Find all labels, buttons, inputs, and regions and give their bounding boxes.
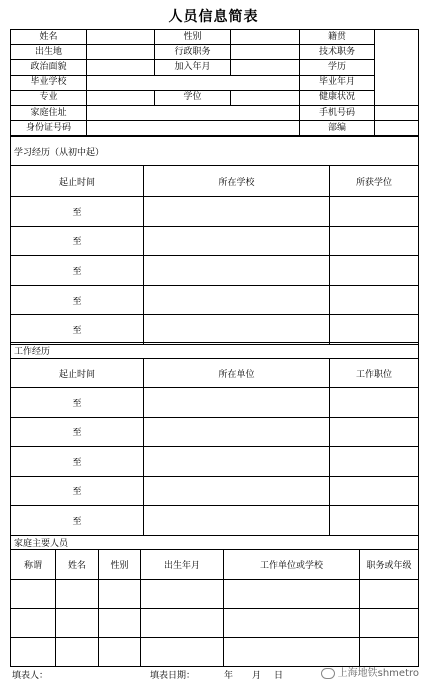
label-address: 家庭住址 [11,105,87,120]
work-col-unit: 所在单位 [144,359,330,388]
work-row-period[interactable]: 至 [11,388,144,418]
family-cell[interactable] [360,609,419,638]
study-col-school: 所在学校 [144,166,330,197]
work-row-period[interactable]: 至 [11,417,144,447]
form-title: 人员信息简表 [168,9,259,25]
field-grad-school[interactable] [87,75,300,90]
family-cell[interactable] [99,580,141,609]
family-row [11,609,419,638]
study-row-period[interactable]: 至 [11,226,144,256]
field-gender[interactable] [231,30,300,45]
year-label: 年 [224,671,234,681]
day-label: 日 [274,671,284,681]
study-row-degree[interactable] [330,197,419,227]
label-mobile: 手机号码 [300,105,375,120]
label-birthplace: 出生地 [11,45,87,60]
field-degree[interactable] [231,90,300,105]
label-grad-school: 毕业学校 [11,75,87,90]
work-row-unit[interactable] [144,447,330,477]
family-col-relation: 称谓 [11,550,56,580]
family-cell[interactable] [224,609,360,638]
field-join-date[interactable] [231,60,300,75]
family-cell[interactable] [141,580,224,609]
family-cell[interactable] [141,638,224,667]
wechat-icon [321,668,335,679]
study-row-period[interactable]: 至 [11,197,144,227]
study-row-period[interactable]: 至 [11,315,144,345]
work-row-unit[interactable] [144,417,330,447]
work-col-position: 工作职位 [330,359,419,388]
family-cell[interactable] [360,580,419,609]
family-cell[interactable] [141,609,224,638]
label-major: 专业 [11,90,87,105]
field-address[interactable] [87,105,300,120]
family-cell[interactable] [56,638,99,667]
study-row-degree[interactable] [330,285,419,315]
study-row-period[interactable]: 至 [11,256,144,286]
study-row-degree[interactable] [330,226,419,256]
family-members-table [10,535,419,667]
work-row-position[interactable] [330,417,419,447]
label-admin-post: 行政职务 [155,45,231,60]
study-col-period: 起止时间 [11,166,144,197]
family-cell[interactable] [99,638,141,667]
label-political: 政治面貌 [11,60,87,75]
label-tech-post: 技术职务 [300,45,375,60]
family-col-name: 姓名 [56,550,99,580]
work-row-period[interactable]: 至 [11,506,144,536]
field-mobile[interactable] [375,105,419,120]
label-grad-date: 毕业年月 [300,75,375,90]
month-label: 月 [252,671,262,681]
study-row-school[interactable] [144,315,330,345]
study-history-table [10,136,419,345]
work-row-unit[interactable] [144,388,330,418]
family-cell[interactable] [56,609,99,638]
family-cell[interactable] [360,638,419,667]
family-cell[interactable] [224,580,360,609]
work-row-unit[interactable] [144,476,330,506]
family-cell[interactable] [99,609,141,638]
field-political[interactable] [87,60,155,75]
family-col-employer: 工作单位或学校 [224,550,360,580]
family-heading: 家庭主要人员 [11,536,419,550]
label-health: 健康状况 [300,90,375,105]
label-education: 学历 [300,60,375,75]
work-heading: 工作经历 [11,343,419,359]
work-col-period: 起止时间 [11,359,144,388]
field-id-number[interactable] [87,121,300,136]
family-col-title: 职务或年级 [360,550,419,580]
family-row [11,638,419,667]
study-row-school[interactable] [144,226,330,256]
work-row-position[interactable] [330,447,419,477]
work-history-table [10,342,419,536]
field-major[interactable] [87,90,155,105]
label-native-place: 籍贯 [300,30,375,45]
family-cell[interactable] [56,580,99,609]
label-degree: 学位 [155,90,231,105]
field-admin-post[interactable] [231,45,300,60]
field-name[interactable] [87,30,155,45]
study-heading: 学习经历（从初中起） [11,137,419,166]
family-col-gender: 性别 [99,550,141,580]
family-cell[interactable] [11,580,56,609]
study-row-degree[interactable] [330,315,419,345]
family-row [11,580,419,609]
family-cell[interactable] [11,638,56,667]
watermark-text: 上海地铁shmetro [337,668,419,679]
label-name: 姓名 [11,30,87,45]
label-gender: 性别 [155,30,231,45]
label-postcode: 部编 [300,121,375,136]
work-row-period[interactable]: 至 [11,447,144,477]
work-row-period[interactable]: 至 [11,476,144,506]
work-row-position[interactable] [330,388,419,418]
field-birthplace[interactable] [87,45,155,60]
filler-label: 填表人： [12,671,49,681]
study-row-school[interactable] [144,197,330,227]
family-col-birth: 出生年月 [141,550,224,580]
study-row-period[interactable]: 至 [11,285,144,315]
label-id-number: 身份证号码 [11,121,87,136]
watermark [321,664,419,679]
work-row-position[interactable] [330,476,419,506]
date-label: 填表日期： [150,671,196,681]
family-cell[interactable] [224,638,360,667]
photo-area [375,30,419,106]
study-row-degree[interactable] [330,256,419,286]
work-row-unit[interactable] [144,506,330,536]
study-row-school[interactable] [144,256,330,286]
work-row-position[interactable] [330,506,419,536]
label-join-date: 加入年月 [155,60,231,75]
basic-info-table [10,29,419,136]
field-postcode[interactable] [375,121,419,136]
study-col-degree: 所获学位 [330,166,419,197]
family-cell[interactable] [11,609,56,638]
study-row-school[interactable] [144,285,330,315]
